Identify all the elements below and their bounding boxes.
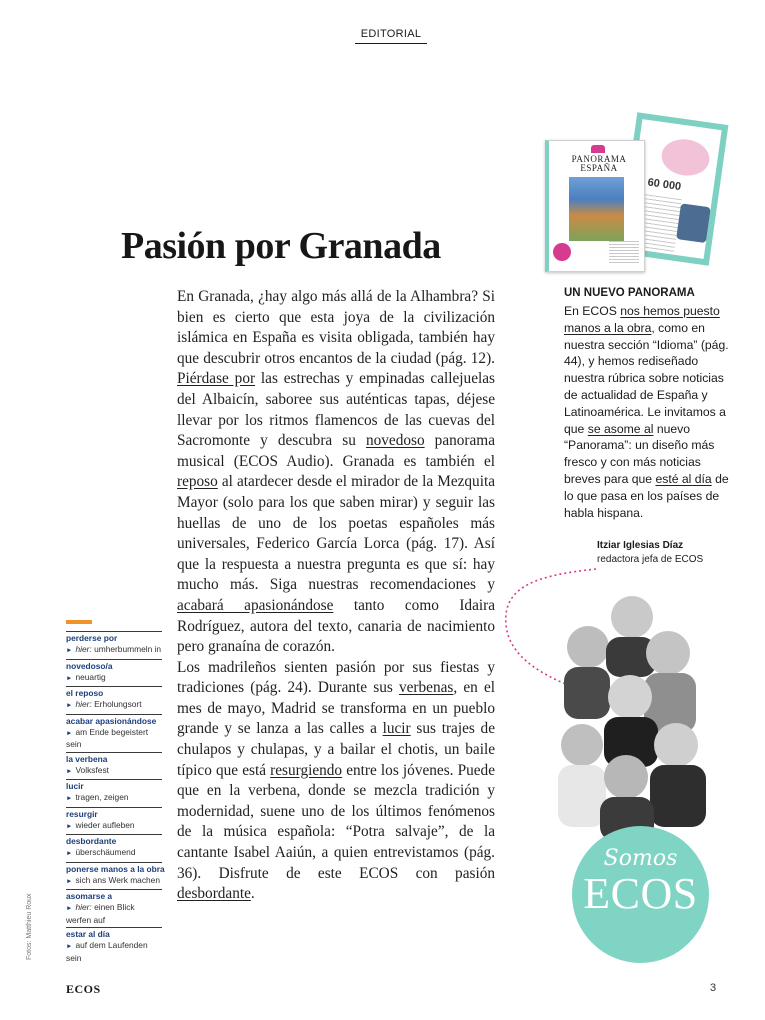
arrow-icon: ► <box>66 729 73 737</box>
vocab-translation <box>66 820 162 833</box>
arrow-icon: ► <box>66 877 73 885</box>
text-run: nuevo “Panorama”: un diseño más fresco y con más noticias breves para que <box>564 421 715 486</box>
vocab-item <box>66 834 162 862</box>
vocab-translation-text: tragen, zeigen <box>75 792 129 802</box>
arrow-icon: ► <box>66 943 73 950</box>
sidebar-title: UN NUEVO PANORAMA <box>564 287 695 299</box>
vocab-translation <box>66 875 162 888</box>
vocab-item <box>66 862 165 890</box>
arrow-icon: ► <box>66 795 73 802</box>
arrow-icon: ► <box>66 674 73 682</box>
person-silhouette <box>606 596 656 677</box>
page-number: 3 <box>710 982 717 994</box>
vocab-translation-text: neuartig <box>75 671 106 682</box>
vocab-highlight: nos hemos puesto manos a la obra <box>564 304 720 335</box>
team-photo <box>500 555 730 845</box>
vocab-hint: hier: <box>75 644 92 654</box>
vocab-item <box>66 752 162 780</box>
text-run: Los madrileños sienten pasión por sus fiestas y tradiciones (pág. 24). Durante sus <box>177 658 495 697</box>
vocab-translation-text: am Ende begeistert sein <box>66 726 149 749</box>
text-run: En Granada, ¿hay algo más allá de la Alhambra? Si bien es cierto que esta joya de la civilización islámica en España es visita obligada, también hay que descubrir otros encantos de la ciudad (pág. 12). <box>177 288 495 367</box>
vocab-item <box>66 807 162 835</box>
magazine-back-number: 60 000 <box>646 176 682 194</box>
vocab-highlight: acabará apasionándose <box>177 596 334 614</box>
magazine-cover-title: PANORAMA ESPAÑA <box>571 154 627 173</box>
vocab-highlight: desbordante <box>177 885 251 903</box>
text-run: al atardecer desde el mirador de la Mezquita Mayor (solo para los que saben mirar) y seguir las huellas de uno de los poetas españoles más universales, Federico García Lorca (pág. 17). Así que la respuesta a nuestra pregunta es que sí: hay mucho más. Siga nuestras recomendaciones y <box>177 473 495 594</box>
magazine-preview-image <box>545 118 735 278</box>
magazine-cover <box>545 140 645 272</box>
vocab-translation-text: umherbummeln in <box>94 644 162 654</box>
vocab-highlight: reposo <box>177 473 218 491</box>
arrow-icon: ► <box>66 702 73 709</box>
vocab-translation-text: einen Blick werfen auf <box>66 902 135 925</box>
vocab-translation <box>66 672 162 685</box>
vocab-translation <box>66 644 162 657</box>
text-run: de lo que pasa en los países de habla hispana. <box>564 471 729 520</box>
speech-bubble-graphic <box>659 136 712 178</box>
arrow-icon: ► <box>66 822 73 830</box>
vocab-item <box>66 779 162 807</box>
vocab-item <box>66 686 162 714</box>
vocab-highlight: Piérdase por <box>177 370 256 388</box>
vocab-translation-text: sich ans Werk machen <box>75 874 160 885</box>
vocab-term: el reposo <box>66 688 104 698</box>
text-run: tanto como Idaira Rodríguez, autora del texto, canaria de nacimiento pero granaína de corazón. <box>177 596 495 656</box>
vocab-translation <box>66 792 162 805</box>
qr-badge-icon <box>553 243 571 261</box>
footer-brand: ECOS <box>66 982 101 996</box>
vocab-translation-text: wieder aufleben <box>75 819 135 830</box>
vocab-highlight: resurgiendo <box>270 761 343 779</box>
vocab-term: resurgir <box>66 808 98 819</box>
vocab-translation-text: Volksfest <box>75 764 109 775</box>
vocab-term: la verbena <box>66 753 108 764</box>
text-run: panorama musical (ECOS Audio). Granada es también el <box>177 432 495 470</box>
vocab-highlight: esté al día <box>655 471 712 486</box>
arrow-icon: ► <box>66 850 73 857</box>
text-run: las estrechas y empinadas callejuelas del Albaicín, saboree sus auténticas tapas, déjese llevar por los ritmos flamencos de las cuevas del Sacromonte y descubra su <box>177 370 495 450</box>
vocab-translation <box>66 699 162 712</box>
arrow-icon: ► <box>66 905 73 912</box>
somos-label: Somos <box>603 846 678 871</box>
text-run: , en el mes de mayo, Madrid se transforma en un pueblo grande y se lanza a las calles a <box>177 679 495 738</box>
vocab-term: acabar apasionándose <box>66 715 157 726</box>
vocab-term: desbordante <box>66 836 117 846</box>
vocab-term: asomarse a <box>66 891 113 901</box>
vocab-item <box>66 659 162 687</box>
vocabulary-list <box>66 631 165 965</box>
vocab-translation <box>66 765 162 778</box>
text-run: entre los jóvenes. Puede que en la verbena, donde se mezcla tradición y modernidad, suene uno de los últimos fenómenos de la música española: “Potra salvaje”, de la cantante Isabel Aaiún, a quien entrevistamos (pág. 36). Disfrute de este ECOS con pasión <box>177 761 496 882</box>
vocab-item <box>66 889 162 927</box>
text-run: En ECOS <box>564 304 621 318</box>
ecos-badge-label: ECOS <box>583 869 698 918</box>
person-silhouette <box>644 631 696 733</box>
vocab-translation-text: auf dem Laufenden sein <box>66 940 148 963</box>
vocab-accent-bar <box>66 620 92 624</box>
section-label: EDITORIAL <box>355 28 427 44</box>
arrow-icon: ► <box>66 767 73 775</box>
vocab-highlight: verbenas <box>398 679 454 697</box>
sidebar-text <box>564 303 739 521</box>
vocab-translation <box>66 727 162 750</box>
person-silhouette <box>564 626 610 719</box>
vocab-hint: hier: <box>75 902 92 912</box>
vocab-item <box>66 714 162 752</box>
vocab-translation-text: überschäumend <box>75 847 136 857</box>
article-body <box>177 287 495 905</box>
vocab-translation-text: Erholungsort <box>94 699 142 709</box>
vocab-highlight: novedoso <box>365 432 425 450</box>
vocab-item <box>66 631 162 659</box>
author-name: Itziar Iglesias Díaz <box>597 540 684 551</box>
hat-icon <box>591 145 605 153</box>
vocab-translation <box>66 847 162 860</box>
person-silhouette <box>604 675 658 767</box>
vocab-translation <box>66 940 162 963</box>
text-run: . <box>250 885 255 903</box>
author-role: redactora jefa de ECOS <box>597 554 704 565</box>
vocab-translation <box>66 902 162 925</box>
vocab-term: perderse por <box>66 633 118 643</box>
vocab-term: estar al día <box>66 929 110 939</box>
text-run: sus trajes de chulapos y chulapas, y a bailar el chotis, un baile típico que está <box>177 720 495 779</box>
vocab-term: novedoso/a <box>66 660 113 671</box>
arrow-icon: ► <box>66 647 73 654</box>
article-title: Pasión por Granada <box>121 225 441 267</box>
article-paragraph <box>177 658 495 905</box>
vocab-term: ponerse manos a la obra <box>66 863 165 874</box>
vocab-highlight: lucir <box>382 720 411 738</box>
vocab-highlight: se asome al <box>587 421 654 436</box>
vocab-item <box>66 927 162 965</box>
person-silhouette <box>558 724 606 827</box>
article-paragraph <box>177 287 495 658</box>
vocab-hint: hier: <box>75 699 92 709</box>
person-silhouette <box>650 723 706 827</box>
vocab-term: lucir <box>66 781 84 791</box>
portrait-graphic <box>676 203 711 243</box>
photo-credit: Fotos: Matthieu Roux <box>26 893 33 960</box>
text-run: , como en nuestra sección “Idioma” (pág. 44), y hemos rediseñado nuestra rúbrica sobre noticias de actualidad de España y Latinoamérica. Le invitamos a que <box>564 320 729 436</box>
cover-photo <box>569 177 624 241</box>
text-lines-graphic <box>609 241 639 265</box>
